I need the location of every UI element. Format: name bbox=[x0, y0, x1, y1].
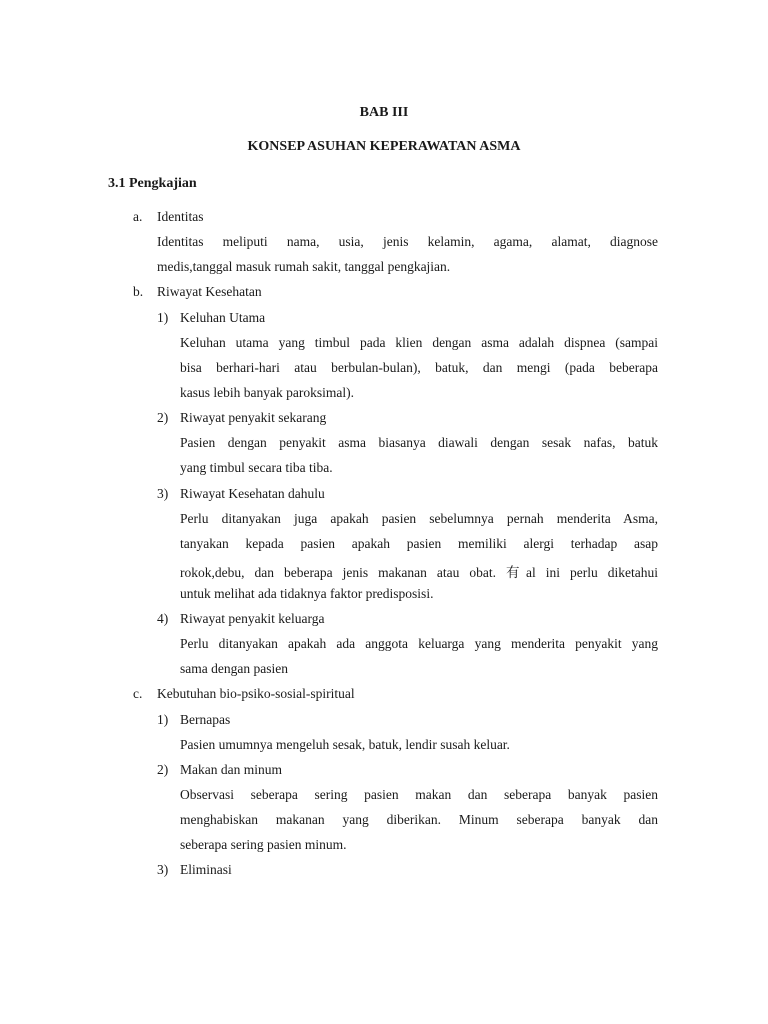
sub-marker: 2) bbox=[157, 410, 169, 425]
paragraph-line: bisa berhari-hari atau berbulan-bulan), batuk, dan mengi (pada beberapa bbox=[180, 360, 658, 375]
item-label: Riwayat Kesehatan bbox=[157, 284, 262, 299]
sub-label: Riwayat Kesehatan dahulu bbox=[180, 486, 325, 501]
sub-label: Riwayat penyakit keluarga bbox=[180, 611, 325, 626]
sub-label: Keluhan Utama bbox=[180, 310, 266, 325]
sub-marker: 1) bbox=[157, 310, 169, 325]
paragraph-line: menghabiskan makanan yang diberikan. Minum seberapa banyak dan bbox=[180, 812, 658, 827]
list-marker: c. bbox=[133, 686, 143, 701]
sub-marker: 3) bbox=[157, 486, 169, 501]
paragraph-line: medis,tanggal masuk rumah sakit, tanggal pengkajian. bbox=[157, 259, 451, 274]
section-heading: 3.1 Pengkajian bbox=[108, 176, 197, 191]
paragraph-line: rokok,debu, dan beberapa jenis makanan atau obat. 有al ini perlu diketahui bbox=[180, 565, 658, 580]
sub-label: Eliminasi bbox=[180, 862, 232, 877]
paragraph-line: Observasi seberapa sering pasien makan dan seberapa banyak pasien bbox=[180, 787, 658, 802]
paragraph-line: Perlu ditanyakan juga apakah pasien sebelumnya pernah menderita Asma, bbox=[180, 511, 658, 526]
item-label: Identitas bbox=[157, 209, 204, 224]
document-title: KONSEP ASUHAN KEPERAWATAN ASMA bbox=[247, 139, 521, 154]
list-marker: b. bbox=[133, 284, 144, 299]
sub-label: Bernapas bbox=[180, 712, 231, 727]
paragraph-line: kasus lebih banyak paroksimal). bbox=[180, 385, 354, 400]
paragraph-line: tanyakan kepada pasien apakah pasien memiliki alergi terhadap asap bbox=[180, 536, 658, 551]
sub-label: Makan dan minum bbox=[180, 762, 282, 777]
paragraph-line: sama dengan pasien bbox=[180, 661, 288, 676]
paragraph-line: Keluhan utama yang timbul pada klien dengan asma adalah dispnea (sampai bbox=[180, 335, 658, 350]
paragraph-line: yang timbul secara tiba tiba. bbox=[180, 460, 333, 475]
list-marker: a. bbox=[133, 209, 143, 224]
sub-marker: 4) bbox=[157, 611, 169, 626]
paragraph-line: Pasien dengan penyakit asma biasanya diawali dengan sesak nafas, batuk bbox=[180, 435, 658, 450]
paragraph-line: untuk melihat ada tidaknya faktor predisposisi. bbox=[180, 586, 434, 601]
paragraph-line: Perlu ditanyakan apakah ada anggota keluarga yang menderita penyakit yang bbox=[180, 636, 658, 651]
paragraph-line: Pasien umumnya mengeluh sesak, batuk, lendir susah keluar. bbox=[180, 737, 510, 752]
sub-marker: 3) bbox=[157, 862, 169, 877]
chapter-heading: BAB III bbox=[359, 105, 409, 120]
item-label: Kebutuhan bio-psiko-sosial-spiritual bbox=[157, 686, 355, 701]
sub-label: Riwayat penyakit sekarang bbox=[180, 410, 327, 425]
paragraph-line: Identitas meliputi nama, usia, jenis kelamin, agama, alamat, diagnose bbox=[157, 234, 658, 249]
sub-marker: 2) bbox=[157, 762, 169, 777]
paragraph-line: seberapa sering pasien minum. bbox=[180, 837, 347, 852]
sub-marker: 1) bbox=[157, 712, 169, 727]
